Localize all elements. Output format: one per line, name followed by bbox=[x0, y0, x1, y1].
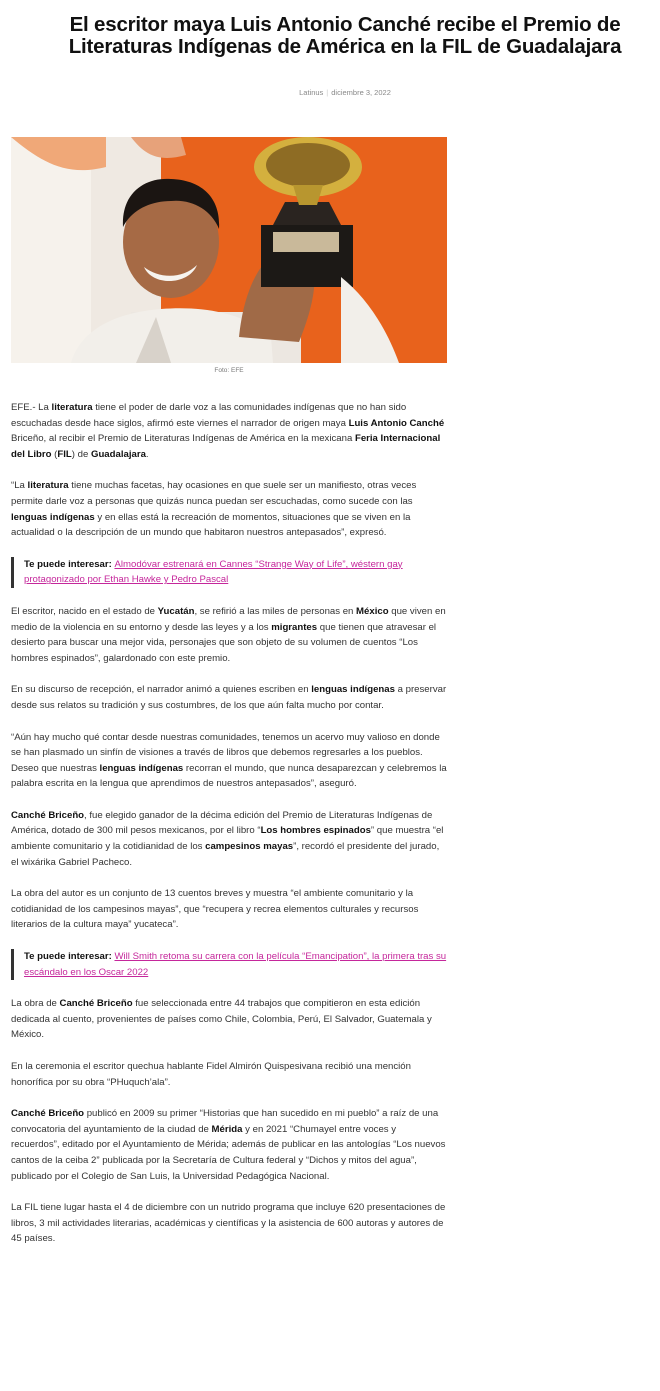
article-title: El escritor maya Luis Antonio Canché recibe el Premio de Literaturas Indígenas de América en la FIL de Guadalajara bbox=[68, 13, 622, 58]
callout-label: Te puede interesar: bbox=[24, 951, 115, 963]
related-callout-2 bbox=[11, 949, 447, 980]
photo-caption: Foto: EFE bbox=[214, 367, 244, 374]
article-photo bbox=[11, 137, 447, 363]
photo-illustration bbox=[11, 137, 447, 363]
paragraph-1: EFE.- La literatura tiene el poder de darle voz a las comunidades indígenas que no han sido escuchadas desde hace siglos, afirmó este viernes el narrador de origen maya Luis Antonio Canché Briceño, al recibir el Premio de Literaturas Indígenas de América en la mexicana Feria Internacional del Libro (FIL) de Guadalajara. bbox=[11, 402, 445, 460]
paragraph-8: La obra de Canché Briceño fue seleccionada entre 44 trabajos que compitieron en esta edición dedicada al cuento, provenientes de países como Chile, Colombia, Perú, El Salvador, Guatemala y México. bbox=[11, 998, 432, 1041]
paragraph-5: “Aún hay mucho qué contar desde nuestras comunidades, tenemos un acervo muy valioso en donde se han plasmado un sinfín de visiones a través de libros que debemos regresarles a los pueblos. Deseo que nuestras lenguas indígenas recorran el mundo, que nunca desaparezcan y celebremos la palabra escrita en la lengua que aprendimos de nuestros antepasados”, aseguró. bbox=[11, 731, 447, 790]
paragraph-6: Canché Briceño, fue elegido ganador de la décima edición del Premio de Literaturas Indígenas de América, dotado de 300 mil pesos mexicanos, por el libro “Los hombres espinados” que muestra “el ambiente comunitario y la cotidianidad de los campesinos mayas”, recordó el presidente del jurado, el wixárika Gabriel Pacheco. bbox=[11, 809, 444, 868]
related-callout-1 bbox=[11, 557, 447, 588]
paragraph-11: La FIL tiene lugar hasta el 4 de diciembre con un nutrido programa que incluye 620 presentaciones de libros, 3 mil actividades literarias, académicas y científicas y la asistencia de 600 autoras y autores de 45 países. bbox=[11, 1202, 446, 1245]
category-link[interactable]: Latinus bbox=[299, 88, 324, 97]
paragraph-4: En su discurso de recepción, el narrador animó a quienes escriben en lenguas indígenas a preservar desde sus relatos su tradición y sus costumbres, de los que aún falta mucho por contar. bbox=[11, 684, 447, 711]
paragraph-10: Canché Briceño publicó en 2009 su primer “Historias que han sucedido en mi pueblo” a raíz de una convocatoria del ayuntamiento de la ciudad de Mérida y en 2021 “Chumayel entre voces y recuerdos”, editado por el Ayuntamiento de Mérida; además de publicar en las antologías “Los nuevos cantos de la ceiba 2” publicada por la Secretaría de Cultura federal y “Dichos y mitos del agua”, publicado por el Colegio de San Luis, la Universidad Pedagógica Nacional. bbox=[11, 1108, 446, 1182]
publish-date: diciembre 3, 2022 bbox=[331, 88, 391, 97]
paragraph-7: La obra del autor es un conjunto de 13 cuentos breves y muestra “el ambiente comunitario y la cotidianidad de los campesinos mayas”, que “recupera y recrea elementos culturales y recursos literarios de la cultura maya” yucateca”. bbox=[11, 888, 419, 931]
paragraph-2: “La literatura tiene muchas facetas, hay ocasiones en que suele ser un manifiesto, otras veces permite darle voz a personas que quizás nunca puedan ser escuchadas, como sucede con las lenguas indígenas y en ellas está la recreación de momentos, situaciones que se viven en la actualidad o la descripción de un mundo que habitaron nuestros antepasados”, expresó. bbox=[11, 480, 417, 539]
paragraph-9: En la ceremonia el escritor quechua hablante Fidel Almirón Quispesivana recibió una mención honorífica por su obra “PHuquch’ala”. bbox=[11, 1061, 411, 1088]
related-link-almodovar[interactable]: Almodóvar estrenará en Cannes “Strange Way of Life”, wéstern gay protagonizado por Ethan Hawke y Pedro Pascal bbox=[24, 558, 403, 586]
meta-separator: | bbox=[326, 88, 329, 97]
article-meta bbox=[0, 88, 660, 97]
article-body bbox=[11, 400, 447, 1263]
related-link-will-smith[interactable]: Will Smith retoma su carrera con la película “Emancipation”, la primera tras su escándalo en los Oscar 2022 bbox=[24, 951, 447, 978]
callout-label: Te puede interesar: bbox=[24, 558, 115, 570]
paragraph-3: El escritor, nacido en el estado de Yucatán, se refirió a las miles de personas en México que viven en medio de la violencia en su entorno y desde las leyes y a los migrantes que tienen que atravesar el desierto para buscar una mejor vida, personajes que son objeto de su volumen de cuentos “Los hombres espinados”, galardonado con este premio. bbox=[11, 605, 446, 664]
